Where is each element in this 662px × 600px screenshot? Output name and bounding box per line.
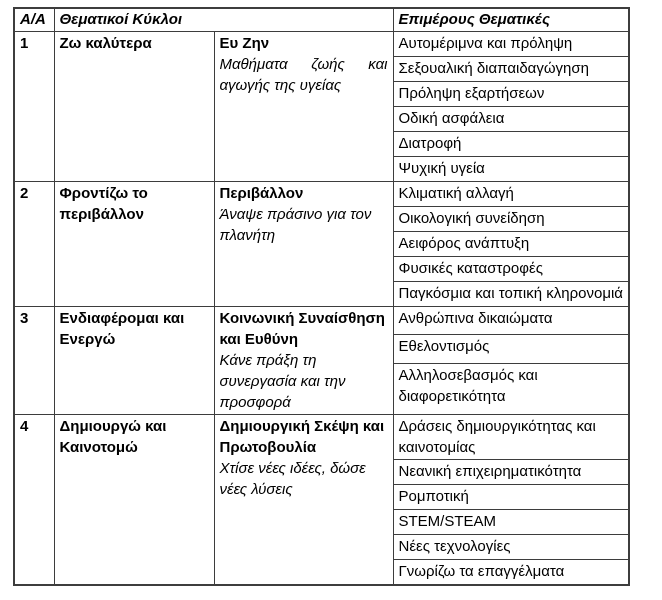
table-row: [14, 415, 629, 460]
cycle-subtitle: Χτίσε νέες ιδέες, δώσε νέες λύσεις: [219, 460, 366, 498]
cell-subtheme: Νέες τεχνολογίες: [393, 535, 629, 560]
cell-subtheme: Εθελοντισμός: [393, 335, 629, 363]
cell-subtheme: Ψυχική υγεία: [393, 157, 629, 182]
cell-subtheme: Αειφόρος ανάπτυξη: [393, 232, 629, 257]
cell-row-number: 4: [14, 415, 54, 586]
header-num: Α/Α: [14, 8, 54, 32]
table-row: [14, 32, 629, 57]
cell-thematic-cycle: Φροντίζω το περιβάλλον: [54, 182, 214, 307]
cell-thematic-cycle: Ενδιαφέρομαι και Ενεργώ: [54, 307, 214, 415]
cell-subtheme: Κλιματική αλλαγή: [393, 182, 629, 207]
table-body: [14, 32, 629, 586]
cell-row-number: 2: [14, 182, 54, 307]
header-row: [14, 8, 629, 32]
cell-subtheme: Οδική ασφάλεια: [393, 107, 629, 132]
cell-subtheme: Νεανική επιχειρηματικότητα: [393, 460, 629, 485]
cell-row-number: 1: [14, 32, 54, 182]
cell-subtheme: Φυσικές καταστροφές: [393, 257, 629, 282]
cell-thematic-cycle: Ζω καλύτερα: [54, 32, 214, 182]
cell-subtheme: Γνωρίζω τα επαγγέλματα: [393, 560, 629, 586]
cell-subtheme: Δράσεις δημιουργικότητας και καινοτομίας: [393, 415, 629, 460]
cell-row-number: 3: [14, 307, 54, 415]
cell-subtheme: Παγκόσμια και τοπική κληρονομιά: [393, 282, 629, 307]
cycle-subtitle: Άναψε πράσινο για τον πλανήτη: [219, 206, 372, 244]
cycle-subtitle: Κάνε πράξη τη συνεργασία και την προσφορά: [219, 352, 346, 411]
cycle-subtitle: Μαθήματα ζωής και αγωγής της υγείας: [219, 56, 388, 94]
cell-cycle-description: [214, 32, 393, 182]
cycle-title: Περιβάλλον: [219, 185, 304, 202]
cell-cycle-description: [214, 415, 393, 586]
cell-cycle-description: [214, 182, 393, 307]
cell-thematic-cycle: Δημιουργώ και Καινοτομώ: [54, 415, 214, 586]
cell-subtheme: Οικολογική συνείδηση: [393, 207, 629, 232]
cycle-title: Κοινωνική Συναίσθηση και Ευθύνη: [219, 310, 385, 348]
cell-subtheme: Ανθρώπινα δικαιώματα: [393, 307, 629, 335]
header-subthemes: Επιμέρους Θεματικές: [393, 8, 629, 32]
header-thematic-cycles: Θεματικοί Κύκλοι: [54, 8, 393, 32]
cell-subtheme: Διατροφή: [393, 132, 629, 157]
cell-subtheme: Σεξουαλική διαπαιδαγώγηση: [393, 57, 629, 82]
cell-subtheme: Ρομποτική: [393, 485, 629, 510]
cycle-title: Ευ Ζην: [219, 35, 270, 52]
cell-subtheme: Πρόληψη εξαρτήσεων: [393, 82, 629, 107]
thematic-cycles-table: [13, 7, 630, 586]
table-row: [14, 182, 629, 207]
table-row: [14, 307, 629, 335]
cell-subtheme: Αυτομέριμνα και πρόληψη: [393, 32, 629, 57]
cell-subtheme: STEM/STEAM: [393, 510, 629, 535]
cell-subtheme: Αλληλοσεβασμός και διαφορετικότητα: [393, 363, 629, 414]
cycle-title: Δημιουργική Σκέψη και Πρωτοβουλία: [219, 418, 385, 456]
cell-cycle-description: [214, 307, 393, 415]
